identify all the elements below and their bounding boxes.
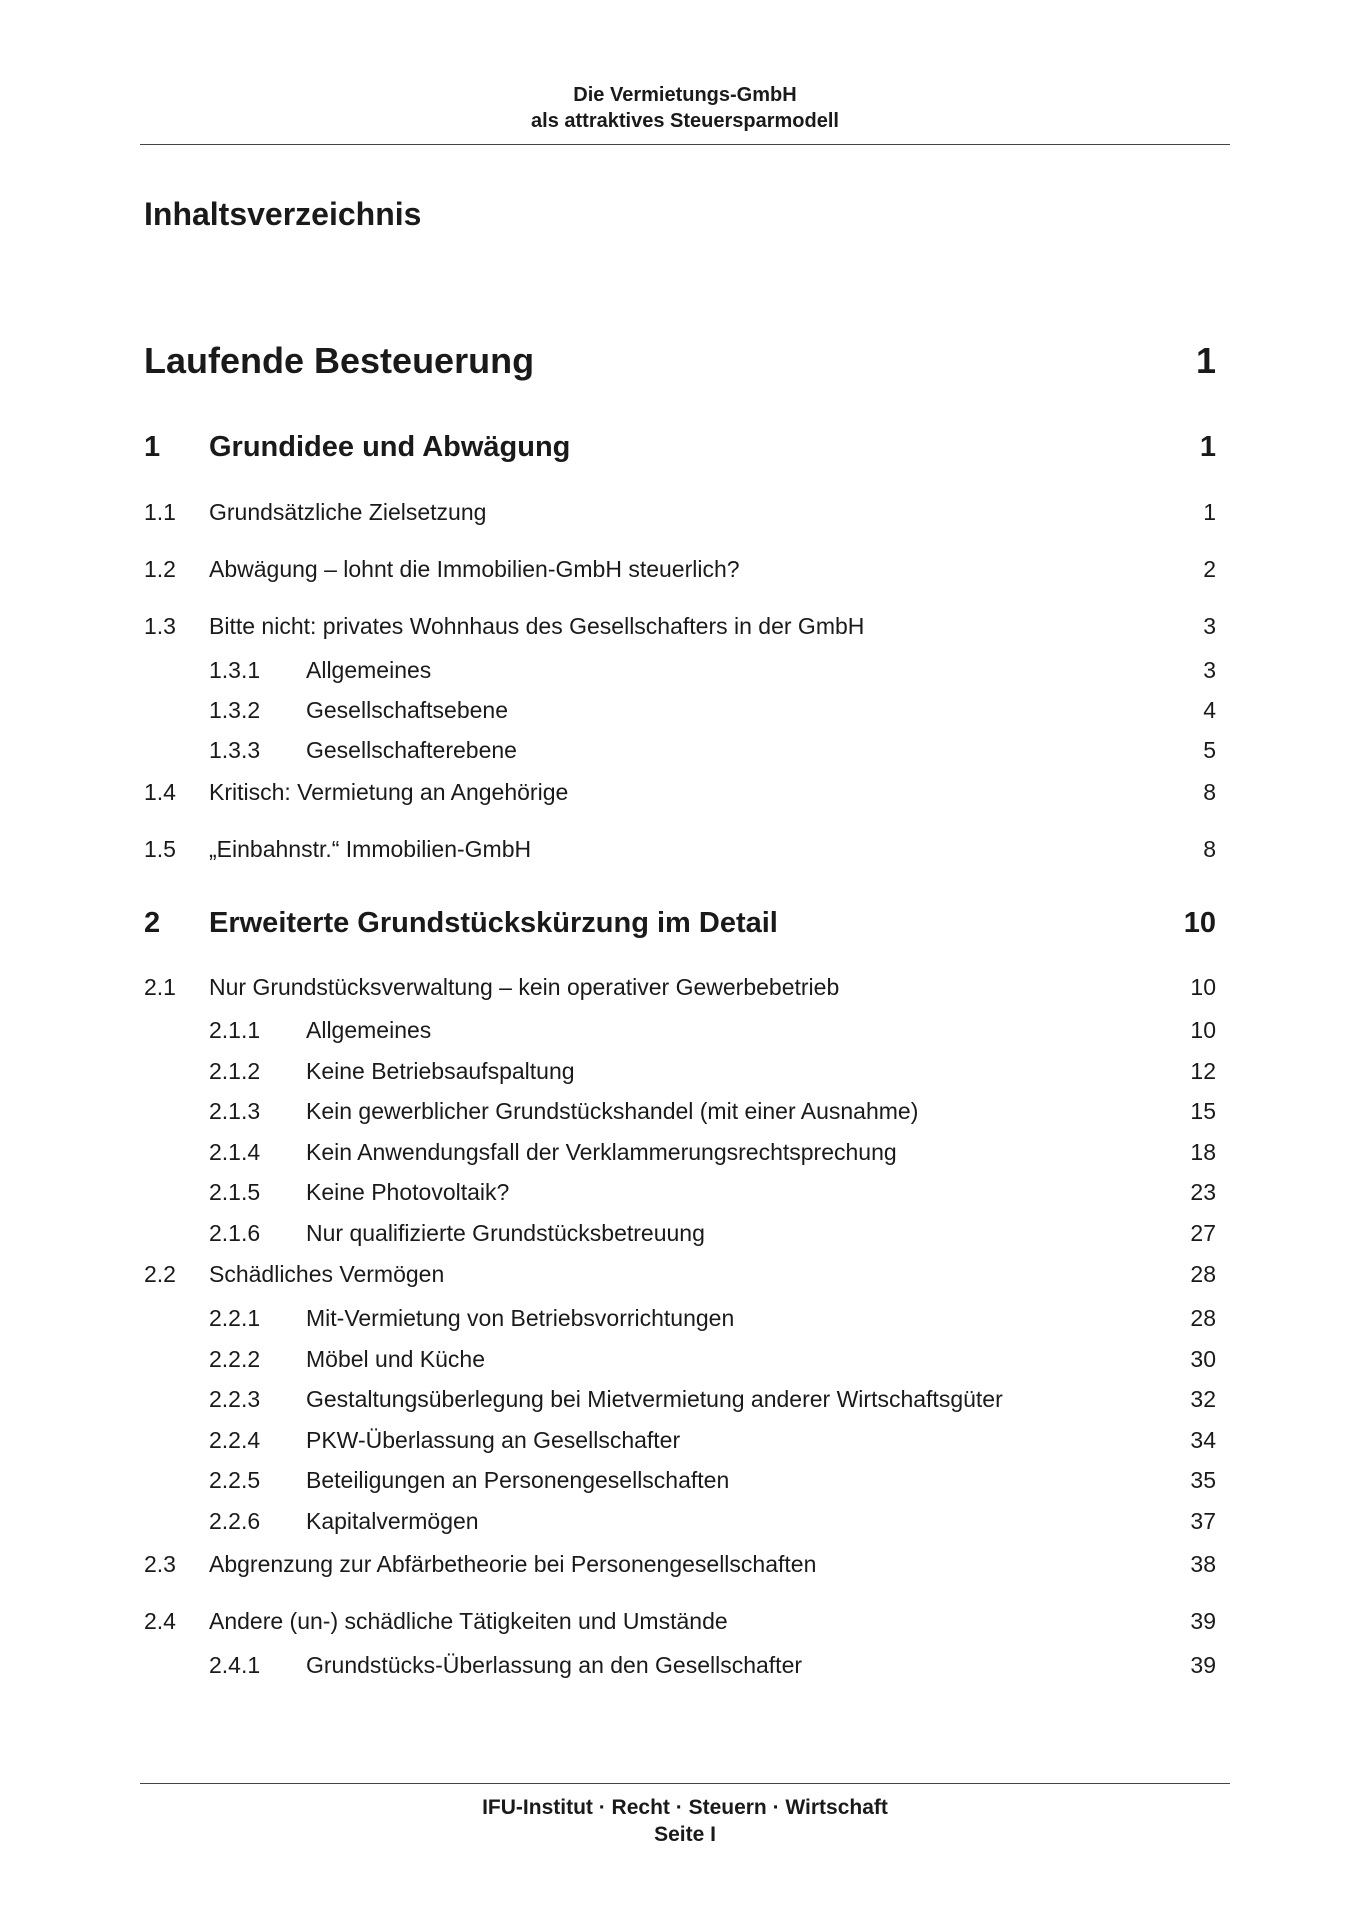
toc-page-number: 18 <box>1190 1139 1216 1165</box>
toc-page-number: 37 <box>1190 1508 1216 1534</box>
toc-part-title: Laufende Besteuerung <box>144 340 535 381</box>
toc-title-text: Nur Grundstücksverwaltung – kein operativer Gewerbebetrieb <box>209 974 840 1000</box>
toc-page-number: 12 <box>1190 1058 1216 1084</box>
toc-number: 1.4 <box>144 779 176 805</box>
toc-title-text: Nur qualifizierte Grundstücksbetreuung <box>306 1220 705 1246</box>
toc-page-number: 15 <box>1190 1098 1216 1124</box>
toc-title-text: Gesellschafterebene <box>306 737 517 763</box>
header-line-2: als attraktives Steuersparmodell <box>531 110 839 132</box>
toc-number: 2.4.1 <box>209 1652 261 1678</box>
toc-page-number: 10 <box>1190 974 1216 1000</box>
toc-number: 2.2.4 <box>209 1427 261 1453</box>
toc-title-text: Abgrenzung zur Abfärbetheorie bei Personengesellschaften <box>209 1551 817 1577</box>
toc-number: 2.2.6 <box>209 1508 261 1534</box>
toc-page-number: 39 <box>1190 1652 1216 1678</box>
toc-number: 2.1 <box>144 974 176 1000</box>
toc-page-number: 4 <box>1203 697 1216 723</box>
toc-number: 2.2.1 <box>209 1305 261 1331</box>
toc-page-number: 28 <box>1190 1305 1216 1331</box>
toc-title-text: Andere (un-) schädliche Tätigkeiten und Umstände <box>209 1608 728 1634</box>
toc-page-number: 35 <box>1190 1467 1216 1493</box>
toc-page-number: 30 <box>1190 1346 1216 1372</box>
toc-title-text: Allgemeines <box>306 1017 432 1043</box>
toc-page-number: 39 <box>1190 1608 1216 1634</box>
header-line-1: Die Vermietungs-GmbH <box>573 84 797 106</box>
toc-title-text: Allgemeines <box>306 657 432 683</box>
toc-title-text: Grundsätzliche Zielsetzung <box>209 499 487 525</box>
toc-title-text: Beteiligungen an Personengesellschaften <box>306 1467 730 1493</box>
toc-title-text: Keine Photovoltaik? <box>306 1179 510 1205</box>
toc-number: 1 <box>144 431 161 463</box>
toc-page-number: 27 <box>1190 1220 1216 1246</box>
toc-title-text: Grundidee und Abwägung <box>209 431 571 463</box>
toc-number: 2.2.2 <box>209 1346 261 1372</box>
toc-title-text: PKW-Überlassung an Gesellschafter <box>306 1427 681 1453</box>
toc-number: 2.4 <box>144 1608 176 1634</box>
toc-title-text: Grundstücks-Überlassung an den Gesellschafter <box>306 1652 803 1678</box>
toc-title-text: Möbel und Küche <box>306 1346 486 1372</box>
toc-title-text: Erweiterte Grundstückskürzung im Detail <box>209 907 778 939</box>
footer-page-label: Seite I <box>654 1823 716 1846</box>
toc-title-text: Gesellschaftsebene <box>306 697 509 723</box>
toc-title-text: Keine Betriebsaufspaltung <box>306 1058 575 1084</box>
toc-title-text: Abwägung – lohnt die Immobilien-GmbH steuerlich? <box>209 556 740 582</box>
toc-page-number: 23 <box>1190 1179 1216 1205</box>
toc-page-number: 8 <box>1203 836 1216 862</box>
toc-title-text: Kein gewerblicher Grundstückshandel (mit einer Ausnahme) <box>306 1098 919 1124</box>
toc-number: 2.2 <box>144 1261 176 1287</box>
footer-divider <box>140 1783 1230 1784</box>
toc-page-number: 8 <box>1203 779 1216 805</box>
toc-number: 1.5 <box>144 836 176 862</box>
page-footer <box>140 1794 1230 1848</box>
toc-title: Inhaltsverzeichnis <box>144 196 422 232</box>
toc-title-text: „Einbahnstr.“ Immobilien-GmbH <box>209 836 532 862</box>
toc-part-page: 1 <box>1195 340 1216 381</box>
toc-title-text: Gestaltungsüberlegung bei Mietvermietung anderer Wirtschaftsgüter <box>306 1386 1003 1412</box>
toc-title-text: Schädliches Vermögen <box>209 1261 445 1287</box>
toc-title-text: Mit-Vermietung von Betriebsvorrichtungen <box>306 1305 735 1331</box>
toc-title-text: Kapitalvermögen <box>306 1508 479 1534</box>
toc-number: 2.1.4 <box>209 1139 261 1165</box>
toc-page-number: 2 <box>1203 556 1216 582</box>
toc-number: 2.1.5 <box>209 1179 261 1205</box>
toc-title-text: Kritisch: Vermietung an Angehörige <box>209 779 569 805</box>
toc-page-number: 3 <box>1203 613 1216 639</box>
toc-number: 2.1.2 <box>209 1058 261 1084</box>
toc-page-number: 10 <box>1183 907 1216 939</box>
toc-number: 1.3.3 <box>209 737 261 763</box>
toc-page-number: 34 <box>1190 1427 1216 1453</box>
toc-page-number: 28 <box>1190 1261 1216 1287</box>
toc-number: 1.1 <box>144 499 176 525</box>
toc-page-number: 5 <box>1203 737 1216 763</box>
toc-number: 1.3.2 <box>209 697 261 723</box>
toc-number: 2 <box>144 907 161 939</box>
toc-number: 2.3 <box>144 1551 176 1577</box>
toc-number: 2.2.5 <box>209 1467 261 1493</box>
toc-number: 2.1.3 <box>209 1098 261 1124</box>
toc-page-number: 10 <box>1190 1017 1216 1043</box>
page-header <box>140 82 1230 134</box>
toc-page-number: 1 <box>1199 431 1216 463</box>
toc-page-number: 38 <box>1190 1551 1216 1577</box>
toc-title-text: Bitte nicht: privates Wohnhaus des Gesellschafters in der GmbH <box>209 613 865 639</box>
toc-number: 1.3.1 <box>209 657 261 683</box>
toc-number: 1.3 <box>144 613 176 639</box>
toc-number: 1.2 <box>144 556 176 582</box>
toc-page-number: 1 <box>1203 499 1216 525</box>
footer-line-1: IFU-Institut · Recht · Steuern · Wirtschaft <box>482 1796 888 1819</box>
toc-page-number: 32 <box>1190 1386 1216 1412</box>
toc-number: 2.1.6 <box>209 1220 261 1246</box>
toc-page-number: 3 <box>1203 657 1216 683</box>
toc-title-text: Kein Anwendungsfall der Verklammerungsrechtsprechung <box>306 1139 897 1165</box>
toc-number: 2.2.3 <box>209 1386 261 1412</box>
header-divider <box>140 144 1230 145</box>
toc-number: 2.1.1 <box>209 1017 261 1043</box>
